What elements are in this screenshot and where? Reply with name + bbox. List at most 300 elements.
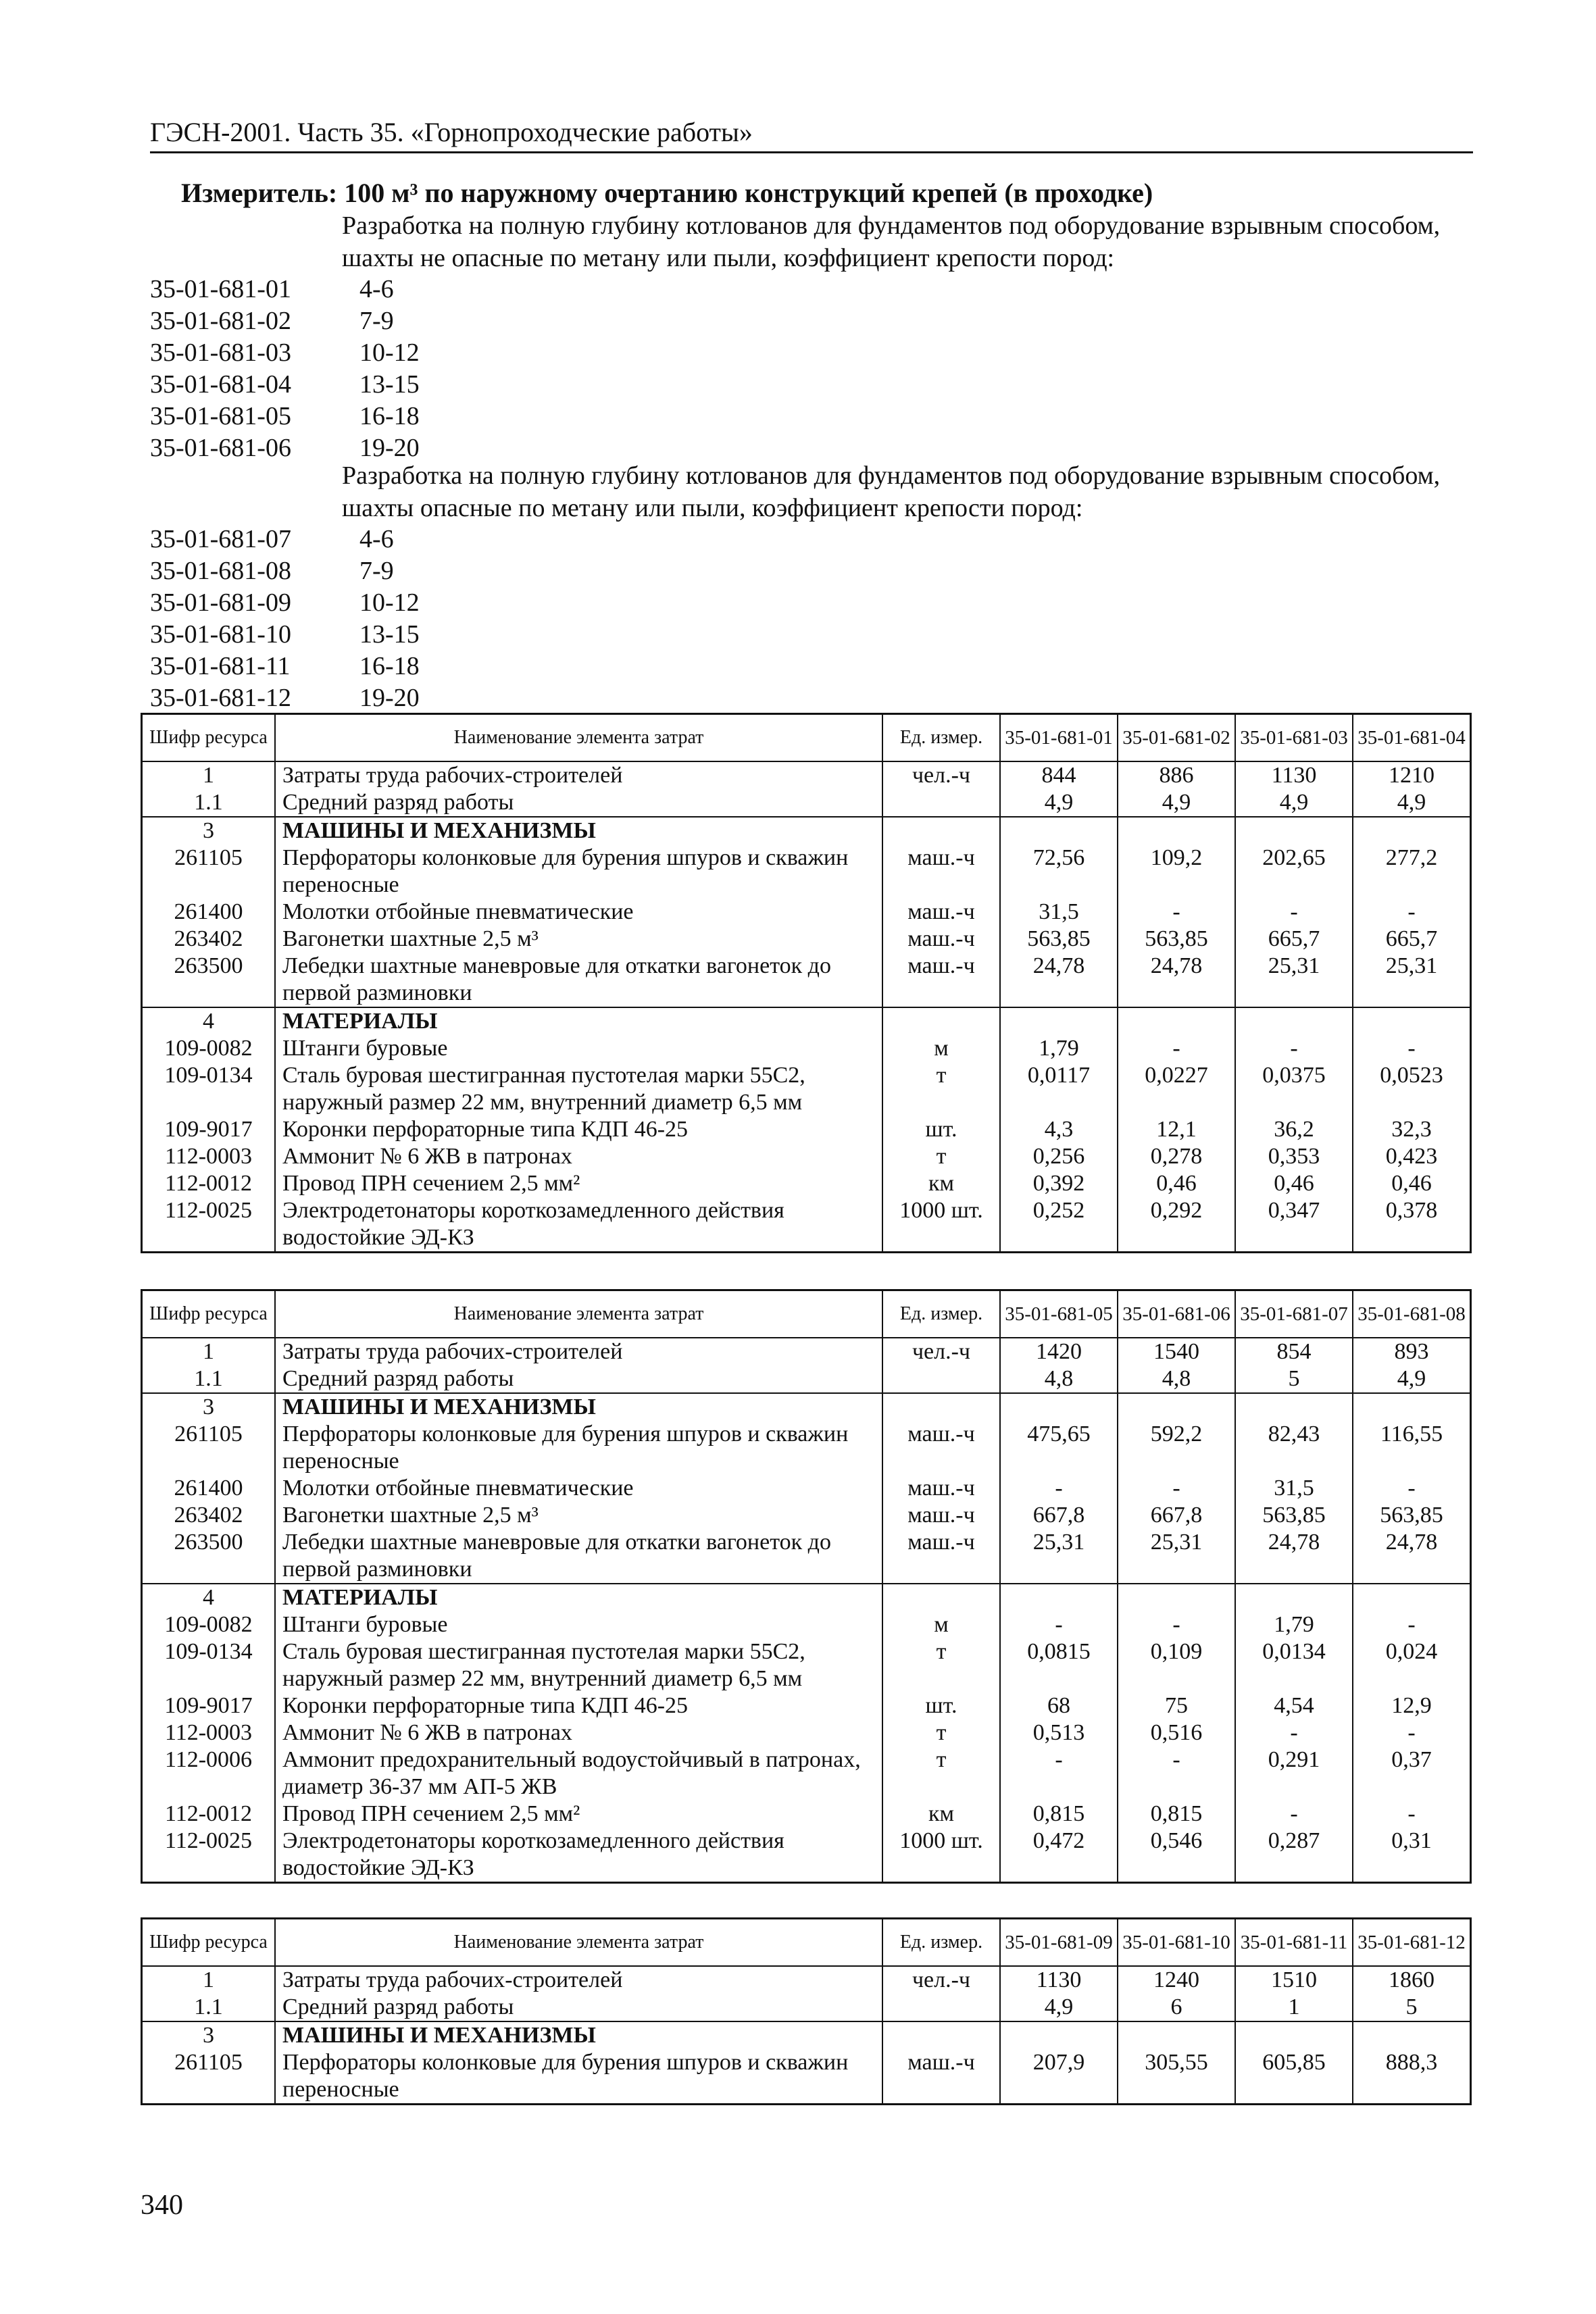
resource-value: 0,472 bbox=[1000, 1828, 1118, 1883]
resource-value: 72,56 bbox=[1000, 845, 1118, 899]
page-header: ГЭСН-2001. Часть 35. «Горнопроходческие работы» bbox=[150, 116, 1473, 153]
resource-code: 263500 bbox=[142, 953, 276, 1007]
resource-value: 4,8 bbox=[1118, 1365, 1235, 1393]
hardness-range: 19-20 bbox=[359, 434, 420, 462]
resource-value: 5 bbox=[1235, 1365, 1353, 1393]
table-row bbox=[142, 1062, 1471, 1116]
resource-value: 667,8 bbox=[1118, 1502, 1235, 1529]
table-row bbox=[142, 1143, 1471, 1170]
resource-value: 475,65 bbox=[1000, 1421, 1118, 1475]
resource-value bbox=[1235, 817, 1353, 845]
resource-name: Затраты труда рабочих-строителей bbox=[275, 1338, 882, 1365]
resource-value: - bbox=[1000, 1611, 1118, 1638]
resource-code: 112-0003 bbox=[142, 1719, 276, 1746]
resource-value: - bbox=[1118, 1035, 1235, 1062]
resource-value bbox=[1000, 2021, 1118, 2049]
code-list-item bbox=[150, 651, 495, 682]
resource-value: 4,9 bbox=[1235, 789, 1353, 817]
resource-value: 1 bbox=[1235, 1994, 1353, 2021]
hardness-range: 13-15 bbox=[359, 370, 420, 399]
table-row bbox=[142, 1529, 1471, 1584]
resource-unit: шт. bbox=[882, 1692, 1000, 1719]
resource-value: 31,5 bbox=[1000, 899, 1118, 926]
resource-name: Молотки отбойные пневматические bbox=[275, 899, 882, 926]
resource-value: 0,109 bbox=[1118, 1638, 1235, 1692]
section2-code-list bbox=[150, 524, 495, 714]
hardness-range: 10-12 bbox=[359, 588, 420, 617]
resource-name: МАШИНЫ И МЕХАНИЗМЫ bbox=[275, 2021, 882, 2049]
resource-value: 0,252 bbox=[1000, 1197, 1118, 1253]
table-row bbox=[142, 2049, 1471, 2105]
resource-value: 592,2 bbox=[1118, 1421, 1235, 1475]
resource-code: 1 bbox=[142, 1338, 276, 1365]
table-row bbox=[142, 1393, 1471, 1421]
resource-name: МАШИНЫ И МЕХАНИЗМЫ bbox=[275, 817, 882, 845]
table-row bbox=[142, 926, 1471, 953]
resource-value: 0,353 bbox=[1235, 1143, 1353, 1170]
header-code: Шифр ресурса bbox=[142, 1919, 276, 1967]
resource-unit: маш.-ч bbox=[882, 1502, 1000, 1529]
resource-value: 4,3 bbox=[1000, 1116, 1118, 1143]
resource-value bbox=[1353, 1584, 1471, 1611]
resource-unit: т bbox=[882, 1719, 1000, 1746]
resource-value: 12,1 bbox=[1118, 1116, 1235, 1143]
resource-code: 261105 bbox=[142, 845, 276, 899]
resource-value: 0,278 bbox=[1118, 1143, 1235, 1170]
resource-value: 0,46 bbox=[1353, 1170, 1471, 1197]
resource-unit: чел.-ч bbox=[882, 1966, 1000, 1994]
table-row bbox=[142, 1007, 1471, 1035]
resource-value: 24,78 bbox=[1235, 1529, 1353, 1584]
table-row bbox=[142, 1994, 1471, 2021]
resource-value: 0,423 bbox=[1353, 1143, 1471, 1170]
table-row bbox=[142, 1746, 1471, 1801]
resource-value: 0,392 bbox=[1000, 1170, 1118, 1197]
resource-value: 0,0523 bbox=[1353, 1062, 1471, 1116]
resource-value bbox=[1353, 1393, 1471, 1421]
resource-value: 202,65 bbox=[1235, 845, 1353, 899]
resource-name: Аммонит № 6 ЖВ в патронах bbox=[275, 1719, 882, 1746]
resource-name: Коронки перфораторные типа КДП 46-25 bbox=[275, 1116, 882, 1143]
table-row bbox=[142, 761, 1471, 789]
table-row bbox=[142, 1692, 1471, 1719]
resource-value: 563,85 bbox=[1118, 926, 1235, 953]
resource-name: Затраты труда рабочих-строителей bbox=[275, 1966, 882, 1994]
table-row bbox=[142, 789, 1471, 817]
resource-unit: т bbox=[882, 1638, 1000, 1692]
table-row bbox=[142, 1197, 1471, 1253]
resource-code: 3 bbox=[142, 1393, 276, 1421]
resource-unit: маш.-ч bbox=[882, 926, 1000, 953]
resource-value: 12,9 bbox=[1353, 1692, 1471, 1719]
norm-code: 35-01-681-09 bbox=[150, 588, 291, 617]
resource-unit bbox=[882, 1365, 1000, 1393]
resource-value: 1130 bbox=[1000, 1966, 1118, 1994]
resource-code: 1.1 bbox=[142, 1365, 276, 1393]
resource-value: 605,85 bbox=[1235, 2049, 1353, 2105]
norm-code: 35-01-681-04 bbox=[150, 370, 291, 399]
code-list-item bbox=[150, 369, 495, 401]
resource-name: Перфораторы колонковые для бурения шпуров и скважин переносные bbox=[275, 1421, 882, 1475]
hardness-range: 10-12 bbox=[359, 338, 420, 367]
code-list-item bbox=[150, 274, 495, 305]
resource-value: 1540 bbox=[1118, 1338, 1235, 1365]
resource-name: Средний разряд работы bbox=[275, 1365, 882, 1393]
code-list-item bbox=[150, 587, 495, 619]
code-list-item bbox=[150, 619, 495, 651]
resource-unit: маш.-ч bbox=[882, 953, 1000, 1007]
resource-name: МАТЕРИАЛЫ bbox=[275, 1007, 882, 1035]
resource-name: Аммонит № 6 ЖВ в патронах bbox=[275, 1143, 882, 1170]
resource-value bbox=[1118, 1007, 1235, 1035]
resource-code: 109-9017 bbox=[142, 1692, 276, 1719]
header-norm-column: 35-01-681-09 bbox=[1000, 1919, 1118, 1967]
resource-value: 4,9 bbox=[1000, 1994, 1118, 2021]
resource-code: 263402 bbox=[142, 926, 276, 953]
resource-value bbox=[1118, 2021, 1235, 2049]
section1-code-list bbox=[150, 274, 495, 464]
resource-value bbox=[1000, 1584, 1118, 1611]
header-norm-column: 35-01-681-03 bbox=[1235, 714, 1353, 762]
resource-value: 1510 bbox=[1235, 1966, 1353, 1994]
resource-value: 4,9 bbox=[1353, 789, 1471, 817]
resource-value: - bbox=[1353, 1801, 1471, 1828]
resource-value: 1,79 bbox=[1235, 1611, 1353, 1638]
hardness-range: 13-15 bbox=[359, 620, 420, 649]
resource-value: 4,8 bbox=[1000, 1365, 1118, 1393]
header-norm-column: 35-01-681-07 bbox=[1235, 1290, 1353, 1338]
resource-value: 0,46 bbox=[1118, 1170, 1235, 1197]
resource-value: 0,256 bbox=[1000, 1143, 1118, 1170]
table-row bbox=[142, 1035, 1471, 1062]
table-row bbox=[142, 1801, 1471, 1828]
section2-description: Разработка на полную глубину котлованов для фундаментов под оборудование взрывным способом, шахты опасные по метану или пыли, коэффициент крепости пород: bbox=[342, 461, 1441, 522]
resource-unit: т bbox=[882, 1143, 1000, 1170]
resource-value: 0,0134 bbox=[1235, 1638, 1353, 1692]
table-row bbox=[142, 899, 1471, 926]
resource-value: 24,78 bbox=[1118, 953, 1235, 1007]
code-list-item bbox=[150, 524, 495, 555]
header-norm-column: 35-01-681-10 bbox=[1118, 1919, 1235, 1967]
header-norm-column: 35-01-681-01 bbox=[1000, 714, 1118, 762]
hardness-range: 4-6 bbox=[359, 525, 394, 553]
resource-code: 109-9017 bbox=[142, 1116, 276, 1143]
resource-value: - bbox=[1353, 1611, 1471, 1638]
resource-value: 1210 bbox=[1353, 761, 1471, 789]
resource-code: 261105 bbox=[142, 2049, 276, 2105]
header-norm-column: 35-01-681-02 bbox=[1118, 714, 1235, 762]
resource-value: 563,85 bbox=[1000, 926, 1118, 953]
resource-code: 4 bbox=[142, 1584, 276, 1611]
cost-table-3 bbox=[141, 1917, 1472, 2105]
resource-value: 6 bbox=[1118, 1994, 1235, 2021]
resource-value: 0,347 bbox=[1235, 1197, 1353, 1253]
resource-name: Лебедки шахтные маневровые для откатки вагонеток до первой разминовки bbox=[275, 953, 882, 1007]
resource-value: 0,0375 bbox=[1235, 1062, 1353, 1116]
header-unit: Ед. измер. bbox=[882, 1919, 1000, 1967]
resource-unit: м bbox=[882, 1035, 1000, 1062]
resource-value: 854 bbox=[1235, 1338, 1353, 1365]
resource-value: 844 bbox=[1000, 761, 1118, 789]
resource-code: 112-0025 bbox=[142, 1197, 276, 1253]
header-unit: Ед. измер. bbox=[882, 714, 1000, 762]
resource-value: 665,7 bbox=[1235, 926, 1353, 953]
resource-value bbox=[1235, 2021, 1353, 2049]
resource-code: 109-0134 bbox=[142, 1638, 276, 1692]
resource-name: Средний разряд работы bbox=[275, 1994, 882, 2021]
resource-value: 0,024 bbox=[1353, 1638, 1471, 1692]
norm-code: 35-01-681-08 bbox=[150, 557, 291, 585]
resource-value: 75 bbox=[1118, 1692, 1235, 1719]
norm-code: 35-01-681-07 bbox=[150, 525, 291, 553]
norm-code: 35-01-681-03 bbox=[150, 338, 291, 367]
table-header-row bbox=[142, 1290, 1471, 1338]
resource-value: - bbox=[1235, 1719, 1353, 1746]
resource-unit bbox=[882, 1584, 1000, 1611]
resource-name: Вагонетки шахтные 2,5 м³ bbox=[275, 926, 882, 953]
resource-value: 1860 bbox=[1353, 1966, 1471, 1994]
resource-unit: 1000 шт. bbox=[882, 1828, 1000, 1883]
meter-line: Измеритель: 100 м³ по наружному очертанию конструкций крепей (в проходке) bbox=[181, 178, 1153, 208]
table-row bbox=[142, 1611, 1471, 1638]
hardness-range: 7-9 bbox=[359, 557, 394, 585]
resource-code: 112-0003 bbox=[142, 1143, 276, 1170]
code-list-item bbox=[150, 401, 495, 432]
table-row bbox=[142, 953, 1471, 1007]
resource-code: 3 bbox=[142, 2021, 276, 2049]
resource-unit bbox=[882, 789, 1000, 817]
resource-name: Лебедки шахтные маневровые для откатки вагонеток до первой разминовки bbox=[275, 1529, 882, 1584]
resource-unit: маш.-ч bbox=[882, 2049, 1000, 2105]
resource-code: 4 bbox=[142, 1007, 276, 1035]
resource-value: - bbox=[1235, 1801, 1353, 1828]
resource-value: 0,31 bbox=[1353, 1828, 1471, 1883]
resource-code: 263402 bbox=[142, 1502, 276, 1529]
resource-value: 0,37 bbox=[1353, 1746, 1471, 1801]
table-row bbox=[142, 1475, 1471, 1502]
resource-value: 4,9 bbox=[1353, 1365, 1471, 1393]
resource-name: МАШИНЫ И МЕХАНИЗМЫ bbox=[275, 1393, 882, 1421]
resource-unit: м bbox=[882, 1611, 1000, 1638]
resource-value: - bbox=[1235, 1035, 1353, 1062]
resource-code: 1 bbox=[142, 761, 276, 789]
header-norm-column: 35-01-681-06 bbox=[1118, 1290, 1235, 1338]
resource-name: Сталь буровая шестигранная пустотелая марки 55С2, наружный размер 22 мм, внутренний диаметр 6,5 мм bbox=[275, 1638, 882, 1692]
resource-value bbox=[1235, 1393, 1353, 1421]
resource-code: 261400 bbox=[142, 899, 276, 926]
resource-value: 109,2 bbox=[1118, 845, 1235, 899]
cost-table-1 bbox=[141, 713, 1472, 1253]
resource-unit bbox=[882, 817, 1000, 845]
norm-code: 35-01-681-11 bbox=[150, 652, 291, 680]
resource-value bbox=[1353, 2021, 1471, 2049]
resource-unit: маш.-ч bbox=[882, 1529, 1000, 1584]
hardness-range: 16-18 bbox=[359, 652, 420, 680]
resource-value bbox=[1000, 1007, 1118, 1035]
table-row bbox=[142, 2021, 1471, 2049]
resource-value: 1,79 bbox=[1000, 1035, 1118, 1062]
resource-value: 886 bbox=[1118, 761, 1235, 789]
resource-value bbox=[1000, 1393, 1118, 1421]
resource-value: 25,31 bbox=[1000, 1529, 1118, 1584]
resource-value: 0,292 bbox=[1118, 1197, 1235, 1253]
resource-value: 4,9 bbox=[1000, 789, 1118, 817]
resource-code: 1.1 bbox=[142, 789, 276, 817]
resource-code: 261400 bbox=[142, 1475, 276, 1502]
norm-code: 35-01-681-05 bbox=[150, 402, 291, 430]
table-row bbox=[142, 1170, 1471, 1197]
resource-code: 112-0006 bbox=[142, 1746, 276, 1801]
resource-value: 0,815 bbox=[1118, 1801, 1235, 1828]
resource-value: 25,31 bbox=[1118, 1529, 1235, 1584]
resource-name: Аммонит предохранительный водоустойчивый в патронах, диаметр 36-37 мм АП-5 ЖВ bbox=[275, 1746, 882, 1801]
resource-unit: 1000 шт. bbox=[882, 1197, 1000, 1253]
resource-unit bbox=[882, 1007, 1000, 1035]
resource-code: 112-0012 bbox=[142, 1170, 276, 1197]
resource-name: Затраты труда рабочих-строителей bbox=[275, 761, 882, 789]
resource-value: 25,31 bbox=[1235, 953, 1353, 1007]
resource-unit bbox=[882, 1994, 1000, 2021]
table-row bbox=[142, 1116, 1471, 1143]
resource-name: Сталь буровая шестигранная пустотелая марки 55С2, наружный размер 22 мм, внутренний диаметр 6,5 мм bbox=[275, 1062, 882, 1116]
resource-value: 0,46 bbox=[1235, 1170, 1353, 1197]
header-code: Шифр ресурса bbox=[142, 714, 276, 762]
resource-value: 24,78 bbox=[1353, 1529, 1471, 1584]
resource-value: 0,0117 bbox=[1000, 1062, 1118, 1116]
resource-unit bbox=[882, 1393, 1000, 1421]
resource-value: - bbox=[1118, 1746, 1235, 1801]
resource-code: 3 bbox=[142, 817, 276, 845]
resource-name: Штанги буровые bbox=[275, 1035, 882, 1062]
resource-unit: маш.-ч bbox=[882, 1475, 1000, 1502]
resource-value: 1240 bbox=[1118, 1966, 1235, 1994]
resource-value bbox=[1235, 1007, 1353, 1035]
resource-name: Молотки отбойные пневматические bbox=[275, 1475, 882, 1502]
resource-unit: шт. bbox=[882, 1116, 1000, 1143]
resource-value: 0,0815 bbox=[1000, 1638, 1118, 1692]
resource-name: МАТЕРИАЛЫ bbox=[275, 1584, 882, 1611]
resource-value: 277,2 bbox=[1353, 845, 1471, 899]
header-unit: Ед. измер. bbox=[882, 1290, 1000, 1338]
header-norm-column: 35-01-681-11 bbox=[1235, 1919, 1353, 1967]
resource-unit: чел.-ч bbox=[882, 1338, 1000, 1365]
resource-value: 563,85 bbox=[1353, 1502, 1471, 1529]
resource-name: Штанги буровые bbox=[275, 1611, 882, 1638]
table-row bbox=[142, 845, 1471, 899]
code-list-item bbox=[150, 682, 495, 714]
resource-code: 112-0012 bbox=[142, 1801, 276, 1828]
code-list-item bbox=[150, 337, 495, 369]
resource-value: 0,291 bbox=[1235, 1746, 1353, 1801]
resource-value bbox=[1118, 1393, 1235, 1421]
resource-code: 112-0025 bbox=[142, 1828, 276, 1883]
resource-value: 0,516 bbox=[1118, 1719, 1235, 1746]
resource-value: - bbox=[1353, 1719, 1471, 1746]
resource-unit bbox=[882, 2021, 1000, 2049]
header-code: Шифр ресурса bbox=[142, 1290, 276, 1338]
resource-code: 109-0082 bbox=[142, 1611, 276, 1638]
resource-value: - bbox=[1118, 1475, 1235, 1502]
code-list-item bbox=[150, 305, 495, 337]
header-norm-column: 35-01-681-04 bbox=[1353, 714, 1471, 762]
resource-value bbox=[1235, 1584, 1353, 1611]
resource-value: - bbox=[1353, 899, 1471, 926]
section1-description: Разработка на полную глубину котлованов для фундаментов под оборудование взрывным способом, шахты не опасные по метану или пыли, коэффициент крепости пород: bbox=[342, 211, 1441, 272]
resource-value: 0,0227 bbox=[1118, 1062, 1235, 1116]
hardness-range: 4-6 bbox=[359, 275, 394, 303]
resource-value: 36,2 bbox=[1235, 1116, 1353, 1143]
table-row bbox=[142, 1338, 1471, 1365]
norm-code: 35-01-681-10 bbox=[150, 620, 291, 649]
resource-value: 82,43 bbox=[1235, 1421, 1353, 1475]
resource-value: 25,31 bbox=[1353, 953, 1471, 1007]
resource-unit: маш.-ч bbox=[882, 845, 1000, 899]
norm-code: 35-01-681-12 bbox=[150, 684, 291, 712]
resource-value: 24,78 bbox=[1000, 953, 1118, 1007]
resource-code: 261105 bbox=[142, 1421, 276, 1475]
resource-name: Электродетонаторы короткозамедленного действия водостойкие ЭД-КЗ bbox=[275, 1828, 882, 1883]
resource-value: 1130 bbox=[1235, 761, 1353, 789]
header-norm-column: 35-01-681-05 bbox=[1000, 1290, 1118, 1338]
resource-value bbox=[1353, 1007, 1471, 1035]
header-norm-column: 35-01-681-12 bbox=[1353, 1919, 1471, 1967]
resource-value: - bbox=[1353, 1035, 1471, 1062]
resource-code: 263500 bbox=[142, 1529, 276, 1584]
table-row bbox=[142, 1828, 1471, 1883]
resource-value: 665,7 bbox=[1353, 926, 1471, 953]
resource-value: 116,55 bbox=[1353, 1421, 1471, 1475]
header-norm-column: 35-01-681-08 bbox=[1353, 1290, 1471, 1338]
header-name: Наименование элемента затрат bbox=[275, 714, 882, 762]
resource-name: Коронки перфораторные типа КДП 46-25 bbox=[275, 1692, 882, 1719]
resource-unit: маш.-ч bbox=[882, 899, 1000, 926]
table-row bbox=[142, 1638, 1471, 1692]
table-header-row bbox=[142, 714, 1471, 762]
resource-unit: чел.-ч bbox=[882, 761, 1000, 789]
resource-unit: км bbox=[882, 1170, 1000, 1197]
hardness-range: 7-9 bbox=[359, 307, 394, 335]
resource-code: 109-0134 bbox=[142, 1062, 276, 1116]
cost-table-2 bbox=[141, 1289, 1472, 1884]
norm-code: 35-01-681-02 bbox=[150, 307, 291, 335]
header-name: Наименование элемента затрат bbox=[275, 1290, 882, 1338]
resource-value: - bbox=[1118, 899, 1235, 926]
resource-value: 68 bbox=[1000, 1692, 1118, 1719]
header-name: Наименование элемента затрат bbox=[275, 1919, 882, 1967]
resource-value: 0,513 bbox=[1000, 1719, 1118, 1746]
resource-value: 563,85 bbox=[1235, 1502, 1353, 1529]
table-row bbox=[142, 1502, 1471, 1529]
resource-value bbox=[1118, 817, 1235, 845]
resource-code: 1.1 bbox=[142, 1994, 276, 2021]
resource-value: 0,287 bbox=[1235, 1828, 1353, 1883]
resource-name: Провод ПРН сечением 2,5 мм² bbox=[275, 1801, 882, 1828]
table-row bbox=[142, 1966, 1471, 1994]
table-row bbox=[142, 1365, 1471, 1393]
resource-value: 207,9 bbox=[1000, 2049, 1118, 2105]
resource-value: 0,815 bbox=[1000, 1801, 1118, 1828]
resource-name: Перфораторы колонковые для бурения шпуров и скважин переносные bbox=[275, 2049, 882, 2105]
resource-value bbox=[1000, 817, 1118, 845]
hardness-range: 19-20 bbox=[359, 684, 420, 712]
resource-value: 667,8 bbox=[1000, 1502, 1118, 1529]
resource-name: Вагонетки шахтные 2,5 м³ bbox=[275, 1502, 882, 1529]
resource-value: 0,378 bbox=[1353, 1197, 1471, 1253]
table-row bbox=[142, 1421, 1471, 1475]
resource-value: - bbox=[1000, 1746, 1118, 1801]
resource-unit: маш.-ч bbox=[882, 1421, 1000, 1475]
norm-code: 35-01-681-06 bbox=[150, 434, 291, 462]
